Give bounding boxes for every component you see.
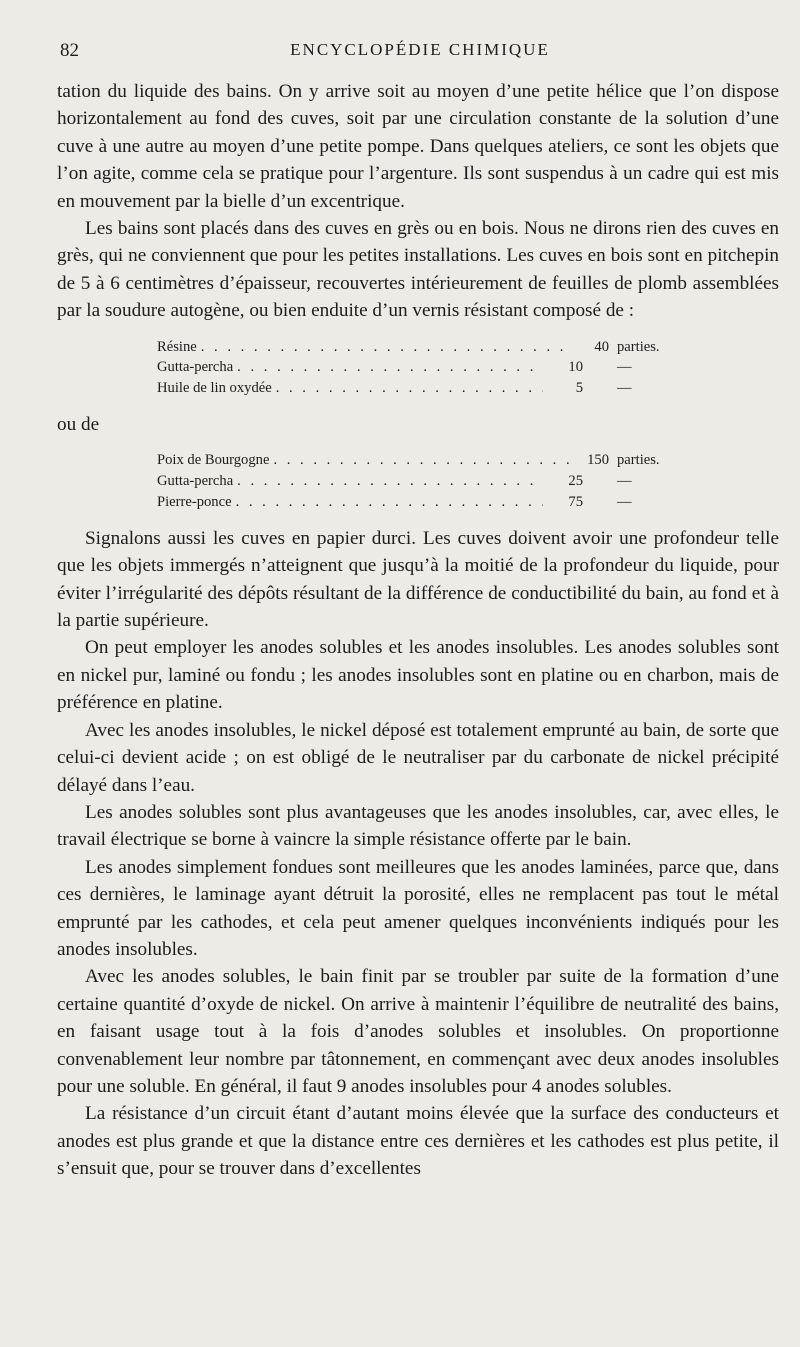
ingredient-name: Gutta-percha [157,359,234,376]
paragraph: Avec les anodes solubles, le bain finit par se troubler par suite de la formation d’une certaine quantité d’oxyde de nickel. On arrive à maintenir l’équilibre de neutralité des bains, en faisant usage tout à la fois d’anodes solubles et insolubles. On proportionne convenablement leur nombre par tâtonnement, en commençant avec deux anodes insolubles pour une soluble. En général, il faut 9 anodes insolubles pour 4 anodes solubles. [57,966,779,1097]
recipe-row [157,450,697,471]
ingredient-name: Pierre-ponce [157,494,232,511]
leader-dots [237,471,543,492]
leader-dots [237,357,543,378]
paragraph: Les bains sont placés dans des cuves en grès ou en bois. Nous ne dirons rien des cuves en grès, qui ne conviennent que pour les petites installations. Les cuves en bois sont en pitchepin de 5 à 6 centimètres d’épaisseur, recouvertes intérieurement de feuilles de plomb assemblées par la soudure autogène, ou bien enduite d’un vernis résistant composé de : [57,218,779,322]
recipe-row [157,337,697,358]
ingredient-qty: 150 [587,452,609,469]
ingredient-name: Poix de Bourgogne [157,452,270,469]
running-title: ENCYCLOPÉDIE CHIMIQUE [290,40,550,59]
paragraph: tation du liquide des bains. On y arrive soit au moyen d’une petite hélice que l’on dispose horizontalement au fond des cuves, soit par une circulation constante de la solution d’une cuve à une autre au moyen d’une petite pompe. Dans quelques ateliers, ce sont les objets que l’on agite, comme cela se pratique pour l’argenture. Ils sont suspendus à un cadre qui est mis en mouvement par la bielle d’un excentrique. [57,81,779,212]
recipe-table-1 [157,337,697,399]
leader-dots [236,492,543,513]
leader-dots [201,337,569,358]
leader-dots [276,378,543,399]
ingredient-unit: — [617,494,632,511]
ingredient-qty: 40 [594,338,609,355]
ingredient-name: Huile de lin oxydée [157,380,272,397]
recipe-table-2 [157,450,697,512]
page-number: 82 [60,40,79,61]
leader-dots [273,450,569,471]
ingredient-qty: 5 [575,380,583,397]
ingredient-unit: — [617,380,632,397]
paragraph: Les anodes solubles sont plus avantageuses que les anodes insolubles, car, avec elles, le travail électrique se borne à vaincre la simple résistance offerte par le bain. [57,801,779,851]
ingredient-qty: 10 [568,359,583,376]
paragraph: Avec les anodes insolubles, le nickel déposé est totalement emprunté au bain, de sorte que celui-ci devient acide ; on est obligé de le neutraliser par du carbonate de nickel précipité délayé dans l’eau. [57,719,779,796]
body-text [57,78,779,1183]
paragraph: On peut employer les anodes solubles et les anodes insolubles. Les anodes solubles sont en nickel pur, laminé ou fondu ; les anodes insolubles sont en platine ou en charbon, mais de préférence en platine. [57,637,779,714]
paragraph: Signalons aussi les cuves en papier durci. Les cuves doivent avoir une profondeur telle que les objets immergés n’atteignent que jusqu’à la moitié de la profondeur du liquide, pour éviter l’irrégularité des dépôts résultant de la différence de conductibilité du bain, au fond et à la partie supérieure. [57,527,779,632]
ingredient-unit: parties. [617,338,660,355]
recipe-row [157,492,697,513]
connector-text: ou de [57,414,100,436]
paragraph: La résistance d’un circuit étant d’autant moins élevée que la surface des conducteurs et anodes est plus grande et que la distance entre ces dernières et les cathodes est plus petite, il s’ensuit que, pour se trouver dans d’excellentes [57,1103,779,1180]
ingredient-qty: 25 [568,473,583,490]
ingredient-unit: parties. [617,452,660,469]
recipe-row [157,357,697,378]
paragraph: Les anodes simplement fondues sont meilleures que les anodes laminées, parce que, dans ces dernières, le laminage ayant détruit la porosité, elles ne remplacent pas tout le métal emprunté par les cathodes, et cela peut amener quelques inconvénients indiqués pour les anodes insolubles. [57,856,779,960]
ingredient-name: Gutta-percha [157,473,234,490]
recipe-row [157,378,697,399]
page-header [60,40,780,70]
recipe-row [157,471,697,492]
ingredient-qty: 75 [568,494,583,511]
ingredient-unit: — [617,359,632,376]
ingredient-unit: — [617,473,632,490]
ingredient-name: Résine [157,338,197,355]
